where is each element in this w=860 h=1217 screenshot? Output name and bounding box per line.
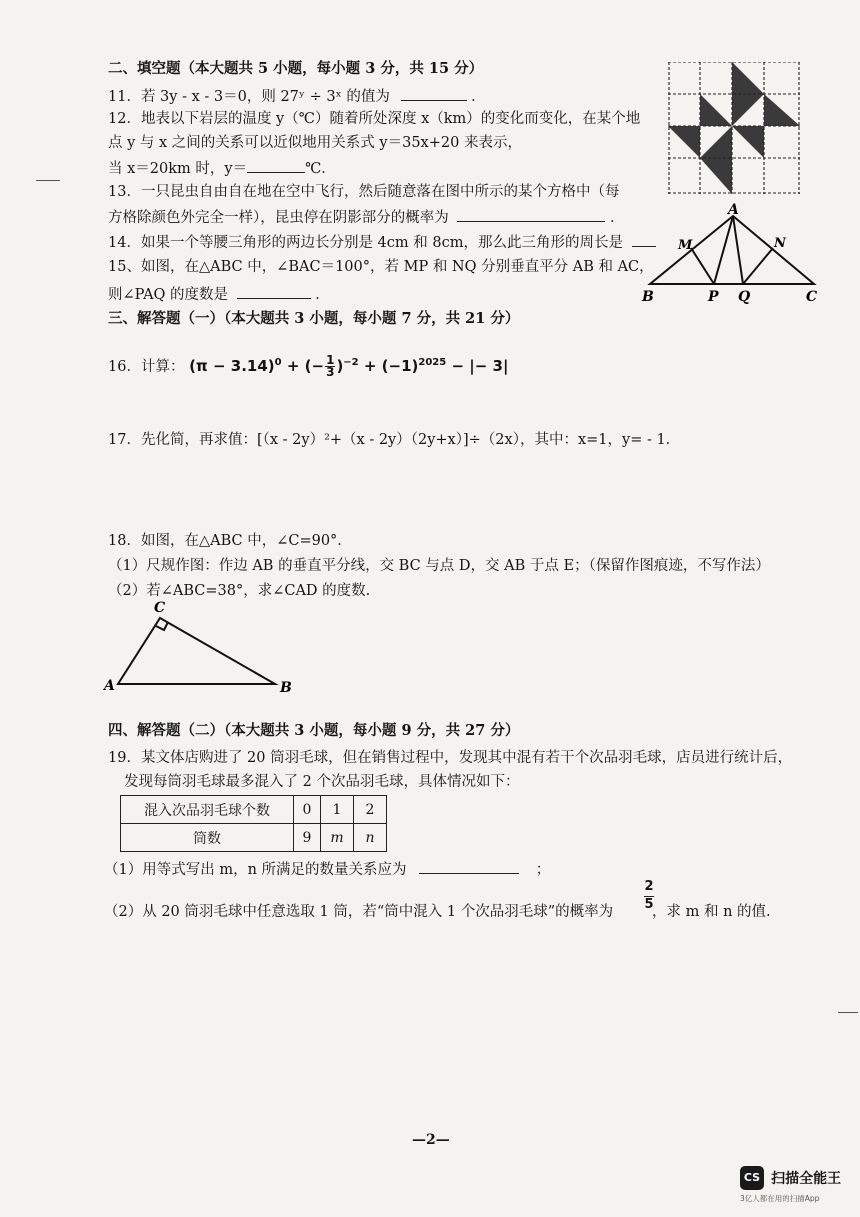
fig15-label-a: A (728, 202, 739, 218)
fig18-label-a: A (104, 678, 115, 694)
watermark-subtitle: 3亿人都在用的扫描App (740, 1194, 820, 1203)
fig15-label-p: P (708, 289, 719, 305)
table-header-cell: 混入次品羽毛球个数 (121, 796, 294, 824)
question-13-line1: 13．一只昆虫自由自在地在空中飞行，然后随意落在图中所示的某个方格中（每 (108, 184, 620, 200)
table-cell: 1 (321, 796, 354, 824)
scan-mark (36, 180, 60, 181)
fig15-label-m: M (678, 238, 693, 253)
question-19-part1: （1）用等式写出 m，n 所满足的数量关系应为 ； (104, 859, 550, 879)
question-12-line1: 12．地表以下岩层的温度 y（℃）随着所处深度 x（km）的变化而变化，在某个地 (108, 111, 641, 127)
answer-blank (247, 158, 305, 173)
fig15-label-n: N (774, 236, 786, 251)
table-header-cell: 筒数 (121, 824, 294, 852)
answer-blank (401, 86, 467, 101)
fig15-label-c: C (806, 289, 818, 305)
table-cell: 2 (354, 796, 387, 824)
defect-table (120, 795, 387, 852)
fig15-label-b: B (642, 289, 654, 305)
question-19-part2-tail: ，求 m 和 n 的值. (652, 904, 771, 920)
answer-blank (457, 207, 605, 222)
page-number: —2— (412, 1132, 450, 1148)
question-16: 16．计算： $(\pi - 3.14)^0$ + (− $\frac{1}{3}$ )$^{-2} + (-1)^{2025}$ − |− 3| (108, 353, 509, 379)
watermark-title: 扫描全能王 (771, 1171, 842, 1187)
question-13-line2: 方格除颜色外完全一样），昆虫停在阴影部分的概率为 ． (108, 207, 624, 227)
section2-heading: 二、填空题（本大题共 5 小题，每小题 3 分，共 15 分） (108, 60, 484, 77)
question-19-line1: 19．某文体店购进了 20 筒羽毛球，但在销售过程中，发现其中混有若干个次品羽毛球，店员进行统计后， (108, 750, 793, 766)
table-cell: n (354, 824, 387, 852)
fig18-label-c: C (154, 600, 166, 616)
answer-blank (419, 859, 519, 874)
question-15-line2: 则∠PAQ 的度数是 ． (108, 284, 330, 304)
right-triangle-figure (100, 598, 300, 698)
question-18-line1: 18．如图，在△ABC 中，∠C=90°． (108, 533, 352, 549)
probability-fraction: 2 5 (644, 879, 654, 912)
answer-blank (237, 284, 311, 299)
question-11: 11．若 3y - x - 3＝0，则 27ʸ ÷ 3ˣ 的值为 ． (108, 86, 486, 106)
scan-mark (838, 1012, 858, 1013)
question-19-part2: （2）从 20 筒羽毛球中任意选取 1 筒，若“筒中混入 1 个次品羽毛球”的概率为 (104, 904, 614, 920)
question-12-line3: 当 x＝20km 时，y＝ ℃． (108, 158, 336, 178)
question-15-line1: 15、如图，在△ABC 中，∠BAC＝100°，若 MP 和 NQ 分别垂直平分 AB 和 AC， (108, 259, 654, 275)
question-14: 14．如果一个等腰三角形的两边长分别是 4cm 和 8cm，那么此三角形的周长是 (108, 232, 656, 252)
fig15-label-q: Q (738, 289, 751, 305)
question-18-line2: （1）尺规作图：作边 AB 的垂直平分线，交 BC 与点 D，交 AB 于点 E；（保留作图痕迹，不写作法） (108, 558, 770, 574)
fraction: $\frac{1}{3}$ (326, 353, 335, 379)
triangle-abc-figure (640, 200, 830, 305)
expression: $(\pi - 3.14)^0$ + (− $\frac{1}{3}$ )$^{-2} + (-1)^{2025}$ − |− 3| (189, 353, 509, 379)
table-row (121, 796, 387, 824)
question-19-line2: 发现每筒羽毛球最多混入了 2 个次品羽毛球，具体情况如下： (124, 774, 520, 790)
scanner-watermark (740, 1166, 841, 1204)
table-cell: 9 (294, 824, 321, 852)
section4-heading: 四、解答题（二）（本大题共 3 小题，每小题 9 分，共 27 分） (108, 722, 520, 739)
table-row (121, 824, 387, 852)
fig18-label-b: B (280, 680, 292, 696)
table-cell: 0 (294, 796, 321, 824)
section3-heading: 三、解答题（一）（本大题共 3 小题，每小题 7 分，共 21 分） (108, 310, 520, 327)
grid-figure (668, 62, 800, 194)
table-cell: m (321, 824, 354, 852)
camscanner-logo-icon: CS (740, 1166, 764, 1190)
question-18-line3: （2）若∠ABC=38°，求∠CAD 的度数. (108, 583, 371, 599)
question-12-line2: 点 y 与 x 之间的关系可以近似地用关系式 y＝35x+20 来表示， (108, 135, 522, 151)
question-17: 17．先化简，再求值：[（x - 2y）²+（x - 2y）（2y+x）]÷（2x），其中：x=1，y= - 1． (108, 432, 681, 448)
